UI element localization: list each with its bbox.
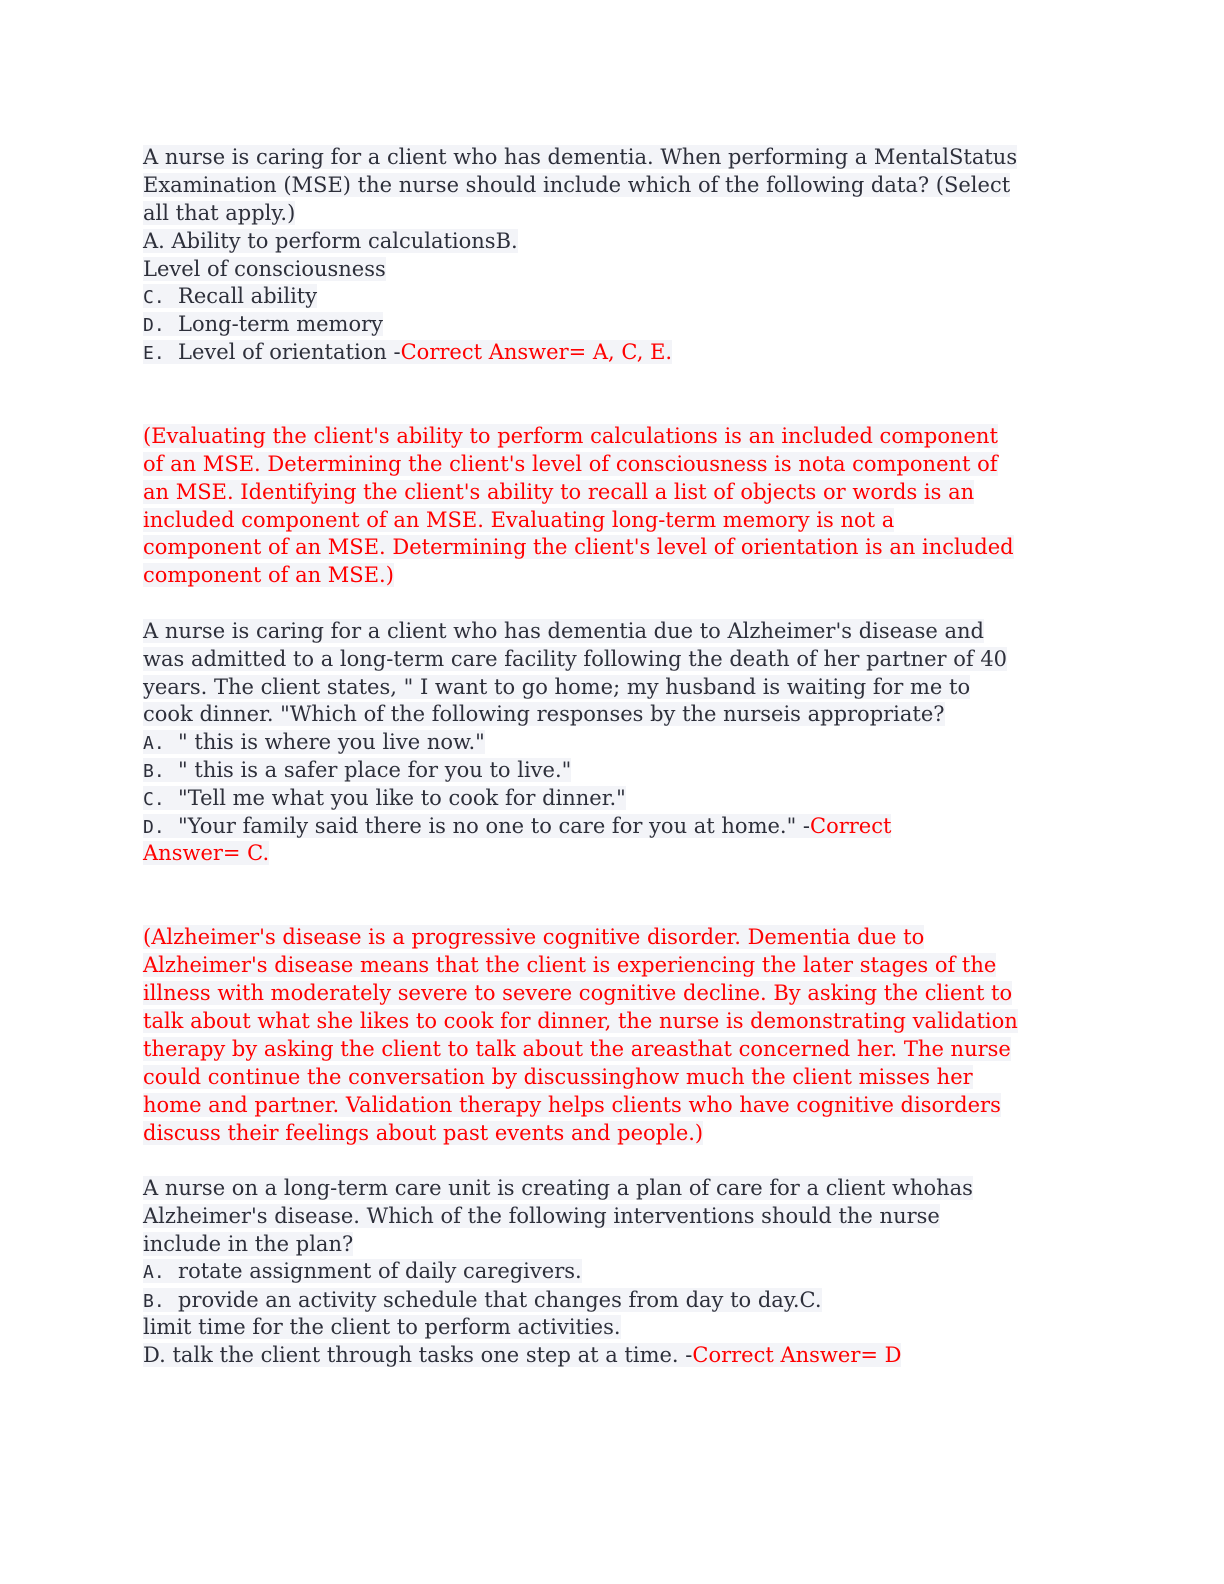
q3-line: include in the plan? [143, 1232, 354, 1256]
q2-option-a: A. " this is where you live now." [143, 730, 485, 754]
q3-line: A nurse on a long-term care unit is creating a plan of care for a client whohas [143, 1176, 973, 1200]
q1-correct-answer: Correct Answer= A, C, E. [400, 340, 673, 364]
q2-rationale-line: discuss their feelings about past events and people.) [143, 1121, 704, 1145]
q1-rationale-line: component of an MSE.) [143, 563, 394, 587]
q1-option-d: D. Long-term memory [143, 312, 383, 336]
q2-line: A nurse is caring for a client who has dementia due to Alzheimer's disease and [143, 619, 984, 643]
q2-rationale-line: Alzheimer's disease means that the client is experiencing the later stages of the [143, 953, 997, 977]
q2-rationale-line: could continue the conversation by discussinghow much the client misses her [143, 1065, 973, 1089]
q3-option-d: D. talk the client through tasks one step at a time. -Correct Answer= D [143, 1343, 902, 1367]
q2-option-b: B. " this is a safer place for you to live." [143, 758, 572, 782]
q1-line: Examination (MSE) the nurse should include which of the following data? (Select [143, 173, 1011, 197]
q1-line: A nurse is caring for a client who has dementia. When performing a MentalStatus [143, 145, 1018, 169]
q2-line: years. The client states, " I want to go home; my husband is waiting for me to [143, 675, 971, 699]
q2-option-c: C. "Tell me what you like to cook for dinner." [143, 786, 626, 810]
q3-correct-answer: Correct Answer= D [692, 1343, 902, 1367]
q3-option-a: A. rotate assignment of daily caregivers. [143, 1259, 582, 1283]
q2-option-d: D. "Your family said there is no one to care for you at home." -Correct [143, 814, 892, 838]
q2-rationale-line: home and partner. Validation therapy helps clients who have cognitive disorders [143, 1093, 1001, 1117]
q2-rationale-line: therapy by asking the client to talk about the areasthat concerned her. The nurse [143, 1037, 1011, 1061]
q2-rationale-line: (Alzheimer's disease is a progressive cognitive disorder. Dementia due to [143, 925, 925, 949]
q1-line: A. Ability to perform calculationsB. [143, 229, 518, 253]
q2-line: cook dinner. "Which of the following responses by the nurseis appropriate? [143, 702, 945, 726]
q1-rationale-line: an MSE. Identifying the client's ability to recall a list of objects or words is an [143, 480, 975, 504]
q2-line: was admitted to a long-term care facility following the death of her partner of 40 [143, 647, 1008, 671]
q1-rationale-line: (Evaluating the client's ability to perform calculations is an included component [143, 424, 998, 448]
q1-rationale-line: of an MSE. Determining the client's level of consciousness is nota component of [143, 452, 998, 476]
q1-rationale-line: included component of an MSE. Evaluating long-term memory is not a [143, 508, 895, 532]
q2-rationale-line: talk about what she likes to cook for dinner, the nurse is demonstrating validation [143, 1009, 1018, 1033]
q1-option-e: E. Level of orientation -Correct Answer= A, C, E. [143, 340, 673, 364]
q1-rationale-line: component of an MSE. Determining the client's level of orientation is an included [143, 535, 1014, 559]
q2-rationale-line: illness with moderately severe to severe cognitive decline. By asking the client to [143, 981, 1013, 1005]
q1-line: Level of consciousness [143, 257, 386, 281]
q2-correct-answer-cont: Answer= C. [143, 841, 270, 865]
q1-line: all that apply.) [143, 201, 296, 225]
q3-line: Alzheimer's disease. Which of the following interventions should the nurse [143, 1204, 940, 1228]
q3-option-c: limit time for the client to perform activities. [143, 1315, 621, 1339]
q3-option-b: B. provide an activity schedule that changes from day to day.C. [143, 1288, 822, 1312]
q1-option-c: C. Recall ability [143, 284, 318, 308]
q2-correct-answer: Correct [810, 814, 892, 838]
